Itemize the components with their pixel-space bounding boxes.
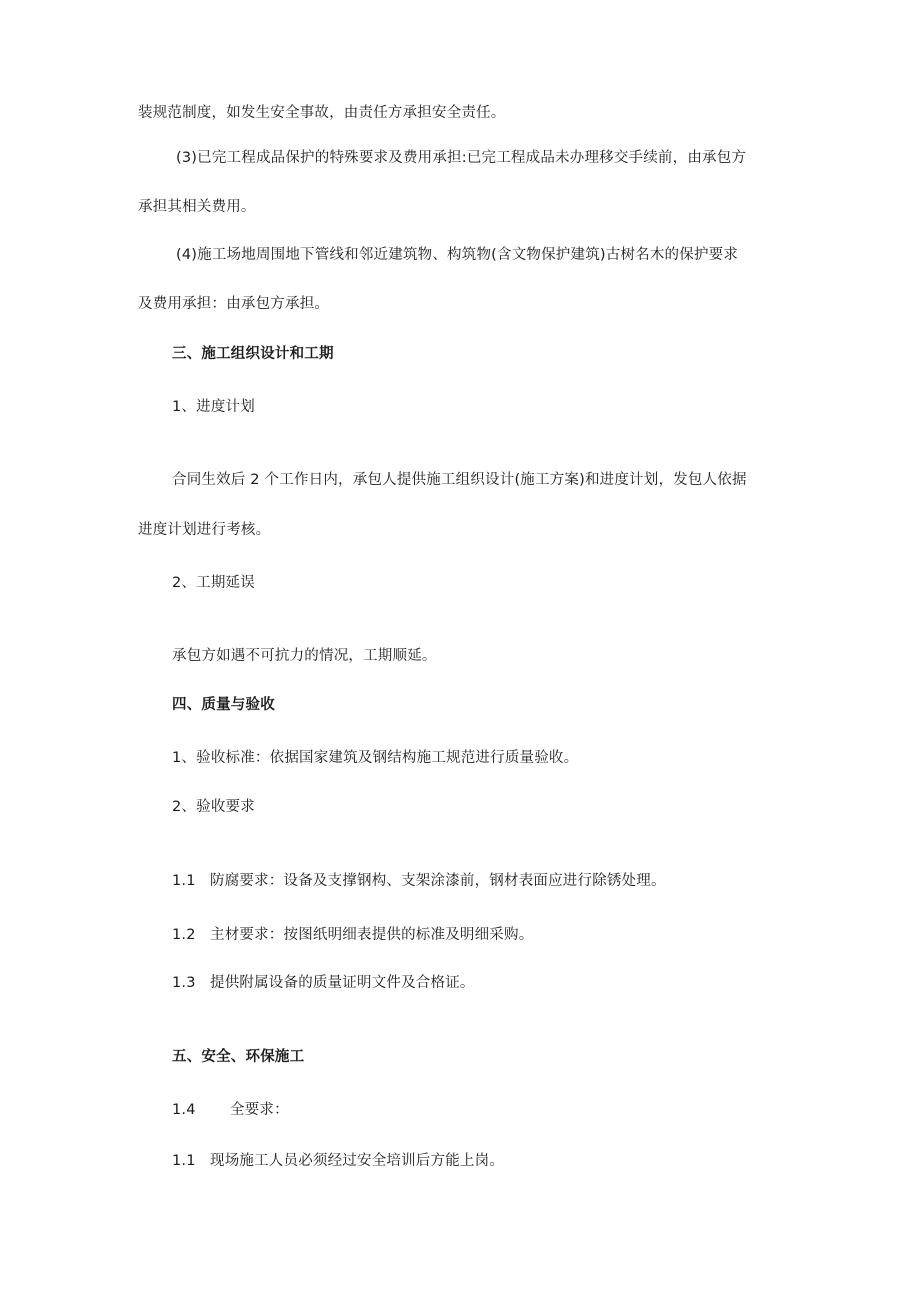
item-text: 全要求： [230, 1102, 289, 1118]
numbered-item [172, 1151, 504, 1171]
section-heading: 三、施工组织设计和工期 [172, 346, 334, 362]
paragraph-line: 装规范制度，如发生安全事故，由责任方承担安全责任。 [138, 105, 506, 121]
numbered-item [172, 925, 533, 945]
paragraph-line: 进度计划进行考核。 [138, 522, 271, 538]
subsection-title: 2、工期延误 [172, 575, 255, 591]
paragraph-line: 合同生效后 2 个工作日内，承包人提供施工组织设计(施工方案)和进度计划，发包人依据 [172, 472, 747, 488]
item-text: 现场施工人员必须经过安全培训后方能上岗。 [210, 1153, 504, 1169]
numbered-item [172, 871, 666, 891]
item-text: 主材要求：按图纸明细表提供的标准及明细采购。 [210, 927, 534, 943]
item-number: 1.2 [172, 927, 196, 943]
paragraph-line: (3)已完工程成品保护的特殊要求及费用承担:已完工程成品未办理移交手续前，由承包方 [176, 150, 747, 166]
subsection-title: 2、验收要求 [172, 799, 255, 815]
subsection-title: 1、进度计划 [172, 399, 255, 415]
paragraph-line: 及费用承担：由承包方承担。 [138, 296, 330, 312]
item-text: 防腐要求：设备及支撑钢构、支架涂漆前，钢材表面应进行除锈处理。 [210, 873, 666, 889]
section-heading: 四、质量与验收 [172, 697, 275, 713]
item-number: 1.1 [172, 1153, 196, 1169]
paragraph-line: 1、验收标准：依据国家建筑及钢结构施工规范进行质量验收。 [172, 750, 579, 766]
numbered-item [172, 973, 475, 993]
paragraph-line: 承包方如遇不可抗力的情况，工期顺延。 [172, 648, 437, 664]
section-heading: 五、安全、环保施工 [172, 1049, 305, 1065]
item-number: 1.3 [172, 975, 196, 991]
numbered-item [172, 1100, 289, 1120]
paragraph-line: (4)施工场地周围地下管线和邻近建筑物、构筑物(含文物保护建筑)古树名木的保护要求 [176, 247, 739, 263]
item-number: 1.4 [172, 1102, 196, 1118]
item-number: 1.1 [172, 873, 196, 889]
paragraph-line: 承担其相关费用。 [138, 199, 256, 215]
item-text: 提供附属设备的质量证明文件及合格证。 [210, 975, 475, 991]
